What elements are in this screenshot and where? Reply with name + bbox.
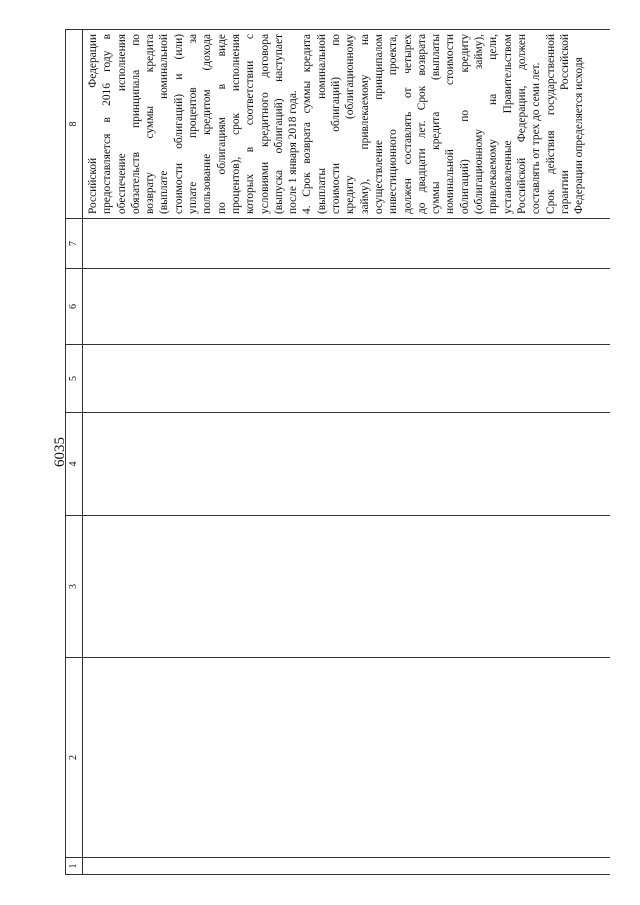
table-header-row bbox=[66, 30, 83, 875]
text-line: должен составлять от четырех bbox=[401, 34, 414, 214]
text-line: пользование кредитом (дохода bbox=[201, 34, 214, 214]
column-header-4: 4 bbox=[66, 413, 83, 516]
text-line: инвестиционного проекта, bbox=[387, 34, 400, 214]
rotated-page-content bbox=[65, 30, 610, 875]
text-line: установленные Правительством bbox=[501, 34, 514, 214]
text-line: которых в соответствии с bbox=[244, 34, 257, 214]
table-cell-col5 bbox=[83, 345, 611, 413]
text-line: номинальной стоимости bbox=[444, 34, 457, 214]
column-header-8: 8 bbox=[66, 30, 83, 219]
table-cell-col1 bbox=[83, 858, 611, 875]
text-line: осуществление принципалом bbox=[372, 34, 385, 214]
text-line: (облигационному займу), bbox=[473, 34, 486, 214]
column-header-3: 3 bbox=[66, 516, 83, 658]
text-line: уплате процентов за bbox=[187, 34, 200, 214]
text-line: Российской Федерации, должен bbox=[515, 34, 528, 214]
text-line: возврату суммы кредита bbox=[144, 34, 157, 214]
text-line: кредиту (облигационному bbox=[344, 34, 357, 214]
column-header-7: 7 bbox=[66, 219, 83, 269]
table-cell-col7 bbox=[83, 219, 611, 269]
text-line-last: после 1 января 2018 года. bbox=[287, 90, 300, 214]
column-header-2: 2 bbox=[66, 658, 83, 858]
text-line: гарантии Российской bbox=[558, 34, 571, 214]
text-line: (выплаты номинальной bbox=[315, 34, 328, 214]
table-row bbox=[83, 30, 611, 875]
page-number: 6035 bbox=[52, 437, 68, 467]
table-cell-col2 bbox=[83, 658, 611, 858]
text-line-last: составлять от трех до семи лет. bbox=[530, 62, 543, 214]
text-line-last: Федерации определяется исходя bbox=[573, 57, 586, 214]
column-8-text bbox=[83, 30, 586, 218]
text-line: по облигациям в виде bbox=[215, 34, 228, 214]
table-cell-col6 bbox=[83, 269, 611, 345]
text-line: стоимости облигаций) по bbox=[330, 34, 343, 214]
text-line: условиями кредитного договора bbox=[258, 34, 271, 214]
text-line: предоставляется в 2016 году в bbox=[101, 34, 114, 214]
text-line: 4. Срок возврата суммы кредита bbox=[301, 34, 314, 214]
table-cell-col4 bbox=[83, 413, 611, 516]
text-line: Срок действия государственной bbox=[544, 34, 557, 214]
column-header-5: 5 bbox=[66, 345, 83, 413]
column-header-1: 1 bbox=[66, 858, 83, 875]
text-line: (выпуска облигаций) наступает bbox=[272, 34, 285, 214]
text-line: обязательств принципала по bbox=[129, 34, 142, 214]
column-header-6: 6 bbox=[66, 269, 83, 345]
text-line: обеспечение исполнения bbox=[115, 34, 128, 214]
text-line: суммы кредита (выплаты bbox=[430, 34, 443, 214]
text-line: (выплате номинальной bbox=[158, 34, 171, 214]
document-table bbox=[65, 29, 610, 875]
text-line: до двадцати лет. Срок возврата bbox=[415, 34, 428, 214]
text-line: стоимости облигаций) и (или) bbox=[172, 34, 185, 214]
table-cell-col3 bbox=[83, 516, 611, 658]
text-line: процентов), срок исполнения bbox=[229, 34, 242, 214]
text-line: Российской Федерации bbox=[87, 34, 99, 214]
table-cell-col8 bbox=[83, 30, 611, 219]
text-line: облигаций) по кредиту bbox=[458, 34, 471, 214]
text-line: займу), привлекаемому на bbox=[358, 34, 371, 214]
text-line: привлекаемому на цели, bbox=[487, 34, 500, 214]
